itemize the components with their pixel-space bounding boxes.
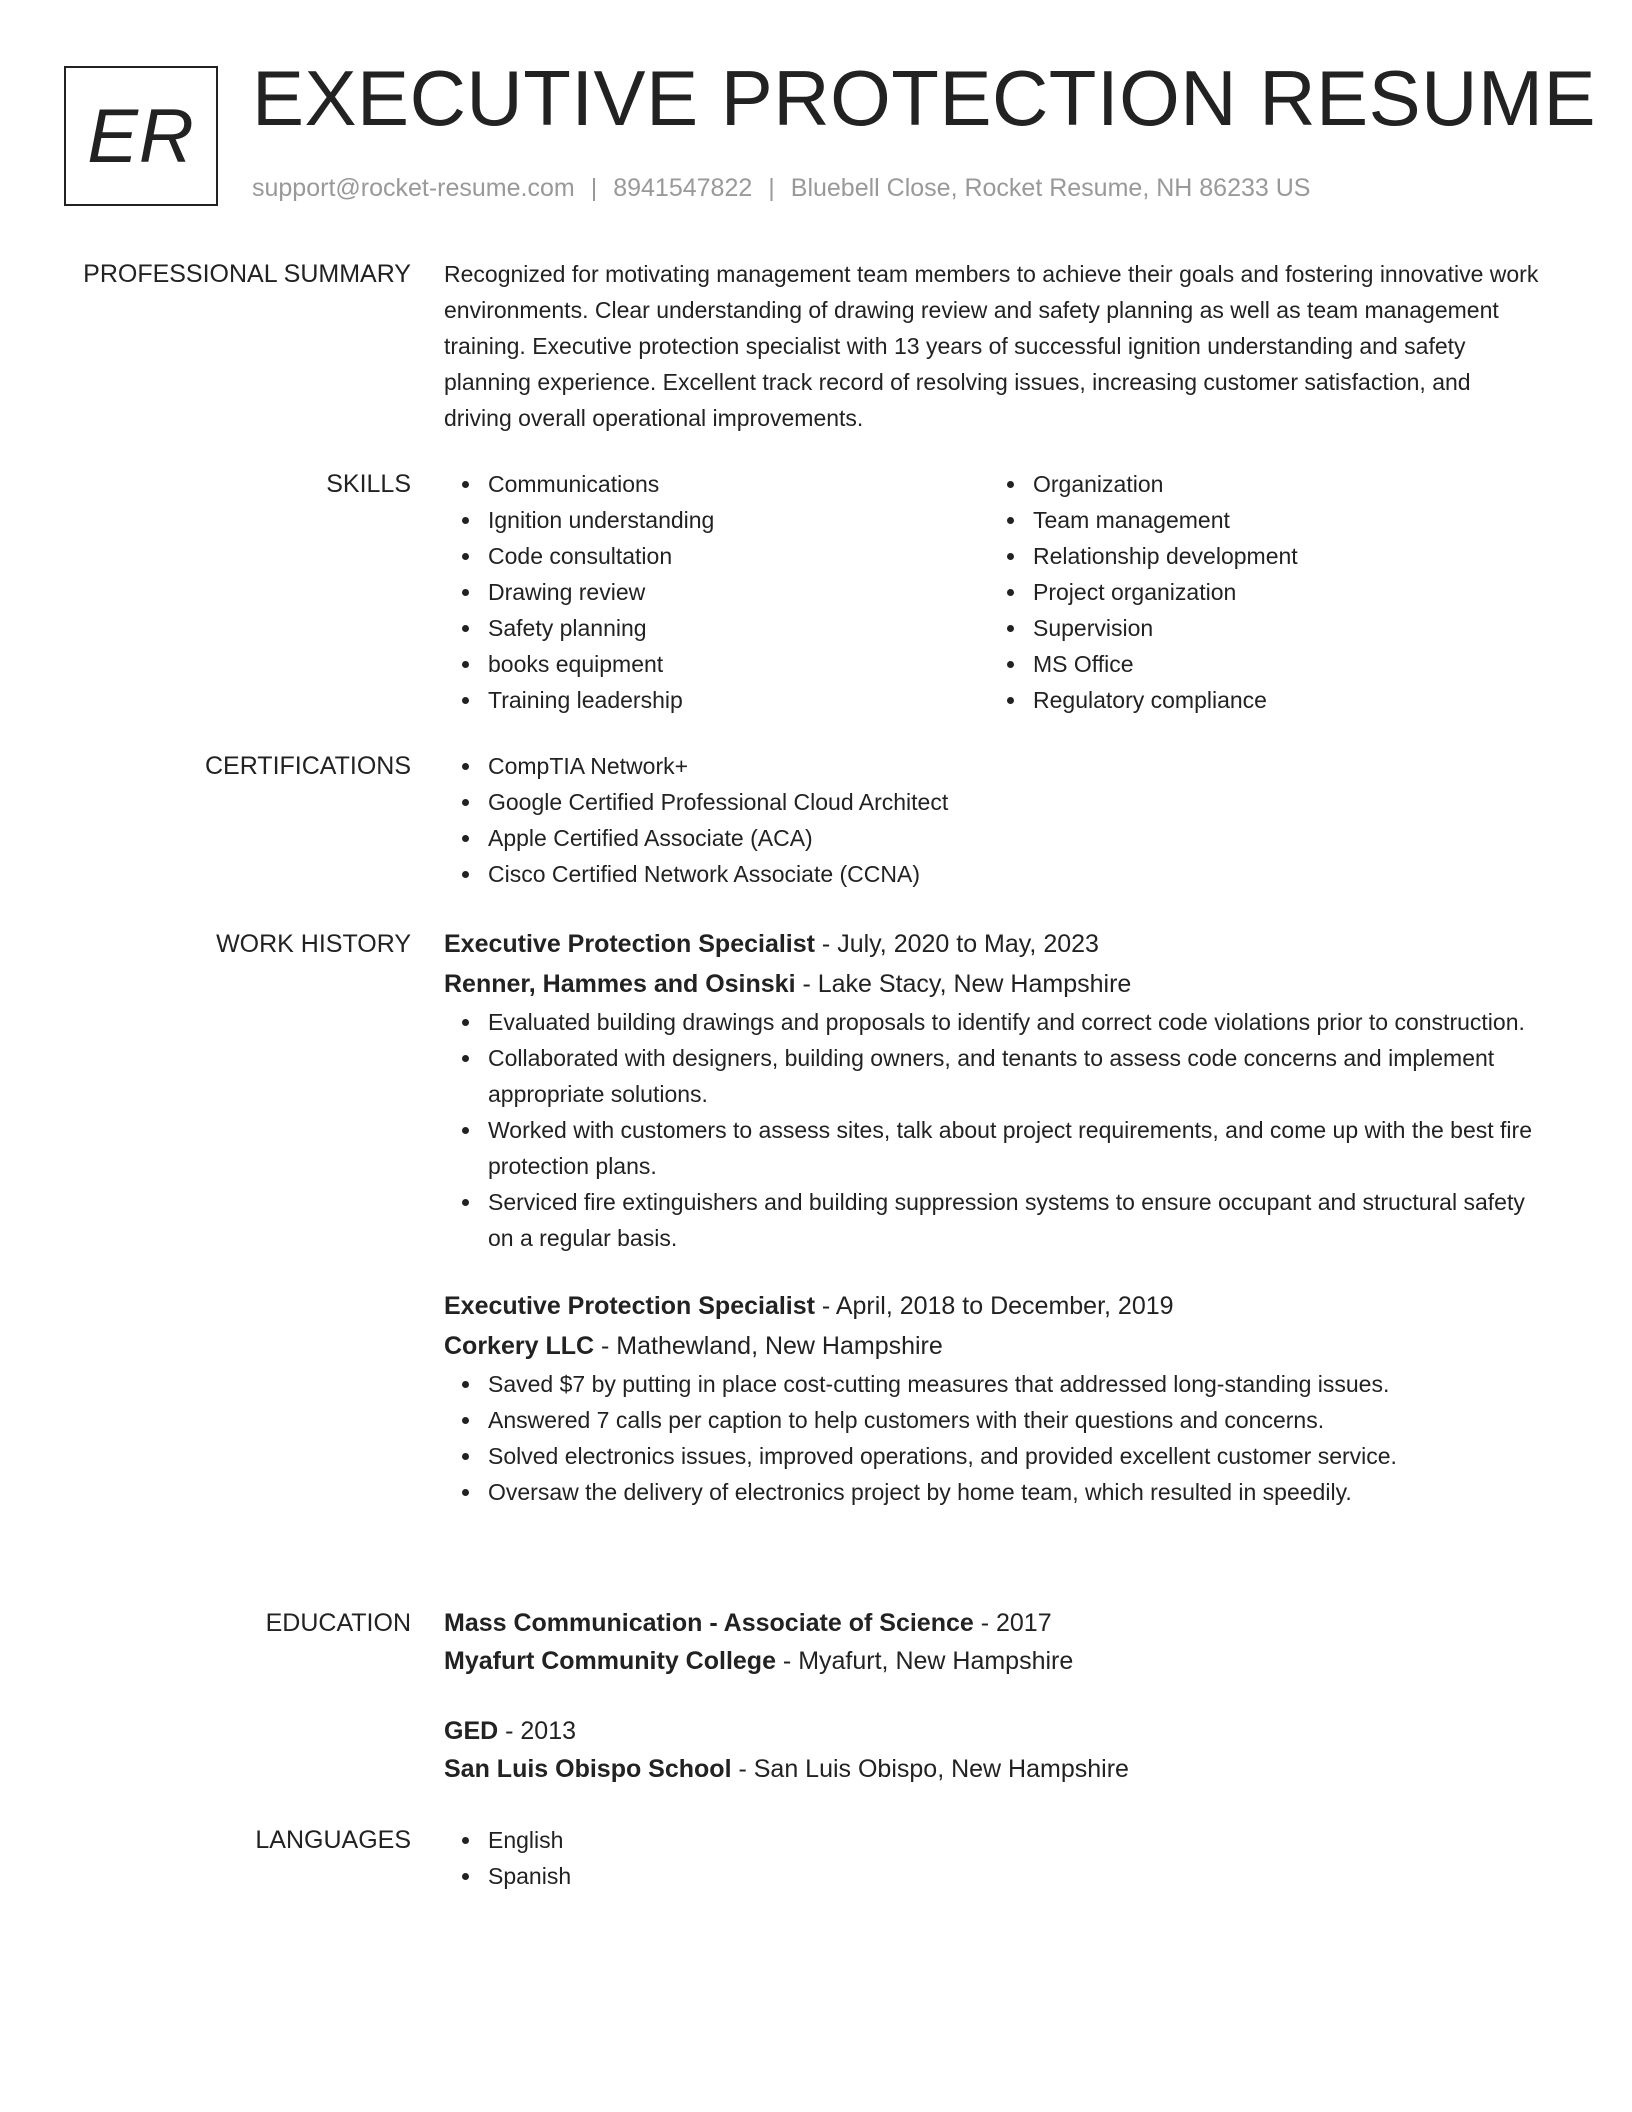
skills-list-left	[444, 466, 989, 718]
contact-email[interactable]: support@rocket-resume.com	[252, 174, 575, 202]
skill-item: Organization	[989, 466, 1534, 502]
resume-title: EXECUTIVE PROTECTION RESUME	[252, 54, 1596, 142]
skills-body	[444, 466, 1544, 718]
certifications-body	[444, 748, 1544, 892]
job-duty-item: Evaluated building drawings and proposals to identify and correct code violations prior to construction.	[444, 1004, 1544, 1040]
job-duty-item: Answered 7 calls per caption to help customers with their questions and concerns.	[444, 1402, 1544, 1438]
languages-list	[444, 1822, 1544, 1894]
job-company-line	[444, 1326, 1544, 1366]
job-location: - Lake Stacy, New Hampshire	[795, 970, 1132, 998]
contact-phone[interactable]: 8941547822	[613, 174, 753, 202]
skill-item: Ignition understanding	[444, 502, 989, 538]
job-title-line	[444, 924, 1544, 964]
job-company: Corkery LLC	[444, 1332, 595, 1360]
education-school: Myafurt Community College	[444, 1647, 776, 1675]
certification-item: Google Certified Professional Cloud Architect	[444, 784, 1544, 820]
contact-line	[252, 172, 1310, 205]
contact-separator: |	[590, 174, 598, 202]
section-label-languages: LANGUAGES	[255, 1826, 411, 1854]
education-location: - Myafurt, New Hampshire	[775, 1647, 1074, 1675]
contact-separator: |	[768, 174, 775, 202]
skill-item: Code consultation	[444, 538, 989, 574]
job-title-line	[444, 1286, 1544, 1326]
education-school-line	[444, 1642, 1544, 1680]
certifications-list	[444, 748, 1544, 892]
education-degree: GED	[444, 1717, 499, 1745]
job-entry	[444, 924, 1544, 1256]
education-degree: Mass Communication - Associate of Science	[444, 1609, 974, 1637]
education-degree-line	[444, 1712, 1544, 1750]
education-entry	[444, 1604, 1544, 1680]
education-entry	[444, 1712, 1544, 1788]
skill-item: Team management	[989, 502, 1534, 538]
skills-list-right	[989, 466, 1534, 718]
certification-item: Cisco Certified Network Associate (CCNA)	[444, 856, 1544, 892]
job-title: Executive Protection Specialist	[444, 1292, 815, 1320]
education-degree-line	[444, 1604, 1544, 1642]
skill-item: MS Office	[989, 646, 1534, 682]
education-year: - 2013	[498, 1717, 577, 1745]
job-duty-item: Oversaw the delivery of electronics project by home team, which resulted in speedily.	[444, 1474, 1544, 1510]
certification-item: Apple Certified Associate (ACA)	[444, 820, 1544, 856]
education-year: - 2017	[973, 1609, 1052, 1637]
job-title: Executive Protection Specialist	[444, 930, 815, 958]
skill-item: Safety planning	[444, 610, 989, 646]
job-duties-list	[444, 1004, 1544, 1256]
language-item: Spanish	[444, 1858, 1544, 1894]
section-label-education: EDUCATION	[265, 1609, 411, 1637]
education-school: San Luis Obispo School	[444, 1755, 732, 1783]
section-label-skills: SKILLS	[326, 470, 411, 498]
job-duty-item: Worked with customers to assess sites, talk about project requirements, and come up with the best fire protection plans.	[444, 1112, 1544, 1184]
summary-body	[444, 256, 1544, 436]
skill-item: Relationship development	[989, 538, 1534, 574]
skill-item: Regulatory compliance	[989, 682, 1534, 718]
education-school-line	[444, 1750, 1544, 1788]
job-duty-item: Collaborated with designers, building owners, and tenants to assess code concerns and implement appropriate solutions.	[444, 1040, 1544, 1112]
section-label-work-history: WORK HISTORY	[216, 930, 411, 958]
job-dates: - July, 2020 to May, 2023	[814, 930, 1099, 958]
skill-item: Communications	[444, 466, 989, 502]
job-company-line	[444, 964, 1544, 1004]
contact-address: Bluebell Close, Rocket Resume, NH 86233 US	[790, 174, 1311, 202]
job-duty-item: Serviced fire extinguishers and building suppression systems to ensure occupant and structural safety on a regular basis.	[444, 1184, 1544, 1256]
skill-item: Training leadership	[444, 682, 989, 718]
job-dates: - April, 2018 to December, 2019	[814, 1292, 1174, 1320]
language-item: English	[444, 1822, 1544, 1858]
section-label-certifications: CERTIFICATIONS	[204, 752, 411, 780]
job-company: Renner, Hammes and Osinski	[444, 970, 796, 998]
skill-item: books equipment	[444, 646, 989, 682]
monogram: ER	[64, 66, 218, 206]
summary-text: Recognized for motivating management team members to achieve their goals and fostering innovative work environments. Clear understanding of drawing review and safety planning as well as team management training. Executive protection specialist with 13 years of successful ignition understanding and safety planning experience. Excellent track record of resolving issues, increasing customer satisfaction, and driving overall operational improvements.	[444, 261, 1539, 431]
certification-item: CompTIA Network+	[444, 748, 1544, 784]
section-label-summary: PROFESSIONAL SUMMARY	[83, 260, 411, 288]
skill-item: Drawing review	[444, 574, 989, 610]
education-body	[444, 1604, 1544, 1788]
job-duties-list	[444, 1366, 1544, 1510]
job-location: - Mathewland, New Hampshire	[594, 1332, 943, 1360]
work-history-body	[444, 924, 1544, 1510]
skill-item: Project organization	[989, 574, 1534, 610]
education-location: - San Luis Obispo, New Hampshire	[731, 1755, 1129, 1783]
job-duty-item: Saved $7 by putting in place cost-cutting measures that addressed long-standing issues.	[444, 1366, 1544, 1402]
job-duty-item: Solved electronics issues, improved operations, and provided excellent customer service.	[444, 1438, 1544, 1474]
job-entry	[444, 1286, 1544, 1510]
skill-item: Supervision	[989, 610, 1534, 646]
languages-body	[444, 1822, 1544, 1894]
